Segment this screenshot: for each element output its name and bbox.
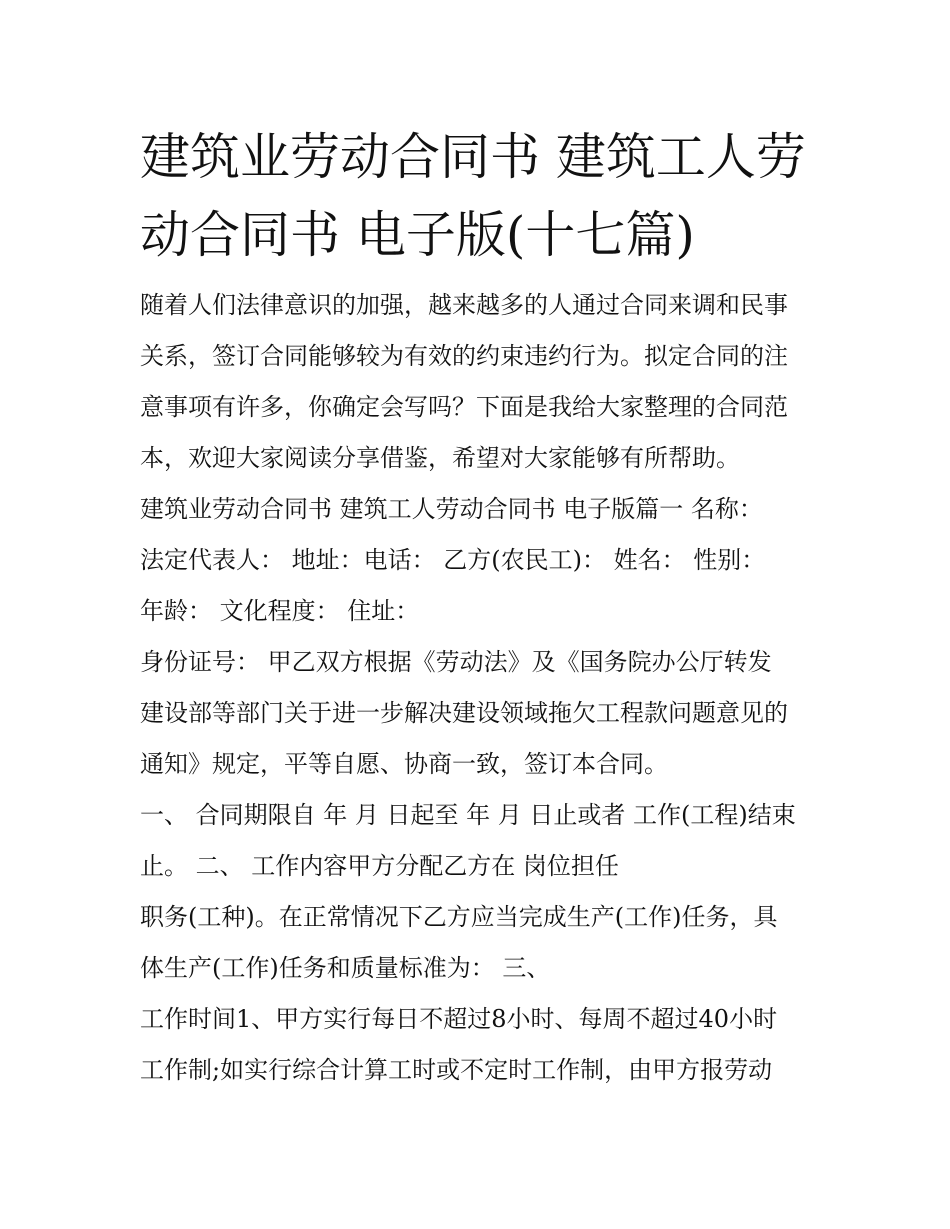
body-line-16: 工作制;如实行综合计算工时或不定时工作制，由甲方报劳动	[140, 1056, 773, 1084]
body-line-7: 年龄： 文化程度： 住址：	[140, 597, 420, 625]
body-line-5: 建筑业劳动合同书 建筑工人劳动合同书 电子版篇一 名称：	[140, 495, 763, 523]
body-line-8: 身份证号： 甲乙双方根据《劳动法》及《国务院办公厅转发	[140, 648, 772, 676]
body-line-9: 建设部等部门关于进一步解决建设领域拖欠工程款问题意见的	[140, 699, 788, 727]
body-line-1: 随着人们法律意识的加强，越来越多的人通过合同来调和民事	[140, 291, 788, 319]
body-line-14: 体生产(工作)任务和质量标准为： 三、	[140, 954, 551, 982]
body-line-13: 职务(工种)。在正常情况下乙方应当完成生产(工作)任务，具	[140, 903, 778, 931]
document-title: 建筑业劳动合同书 建筑工人劳动合同书 电子版(十七篇)	[140, 128, 806, 264]
body-line-12: 止。 二、 工作内容甲方分配乙方在 岗位担任	[140, 852, 619, 880]
document-body	[140, 280, 830, 1096]
body-line-2: 关系，签订合同能够较为有效的约束违约行为。拟定合同的注	[140, 342, 788, 370]
body-line-15: 工作时间1、甲方实行每日不超过8小时、每周不超过40小时	[140, 1005, 778, 1033]
body-line-3: 意事项有许多，你确定会写吗？下面是我给大家整理的合同范	[140, 393, 788, 421]
body-line-4: 本，欢迎大家阅读分享借鉴，希望对大家能够有所帮助。	[140, 444, 740, 472]
body-line-10: 通知》规定，平等自愿、协商一致，签订本合同。	[140, 750, 668, 778]
body-line-6: 法定代表人： 地址：电话： 乙方(农民工)： 姓名： 性别：	[140, 546, 766, 574]
body-line-11: 一、 合同期限自 年 月 日起至 年 月 日止或者 工作(工程)结束	[140, 801, 796, 829]
